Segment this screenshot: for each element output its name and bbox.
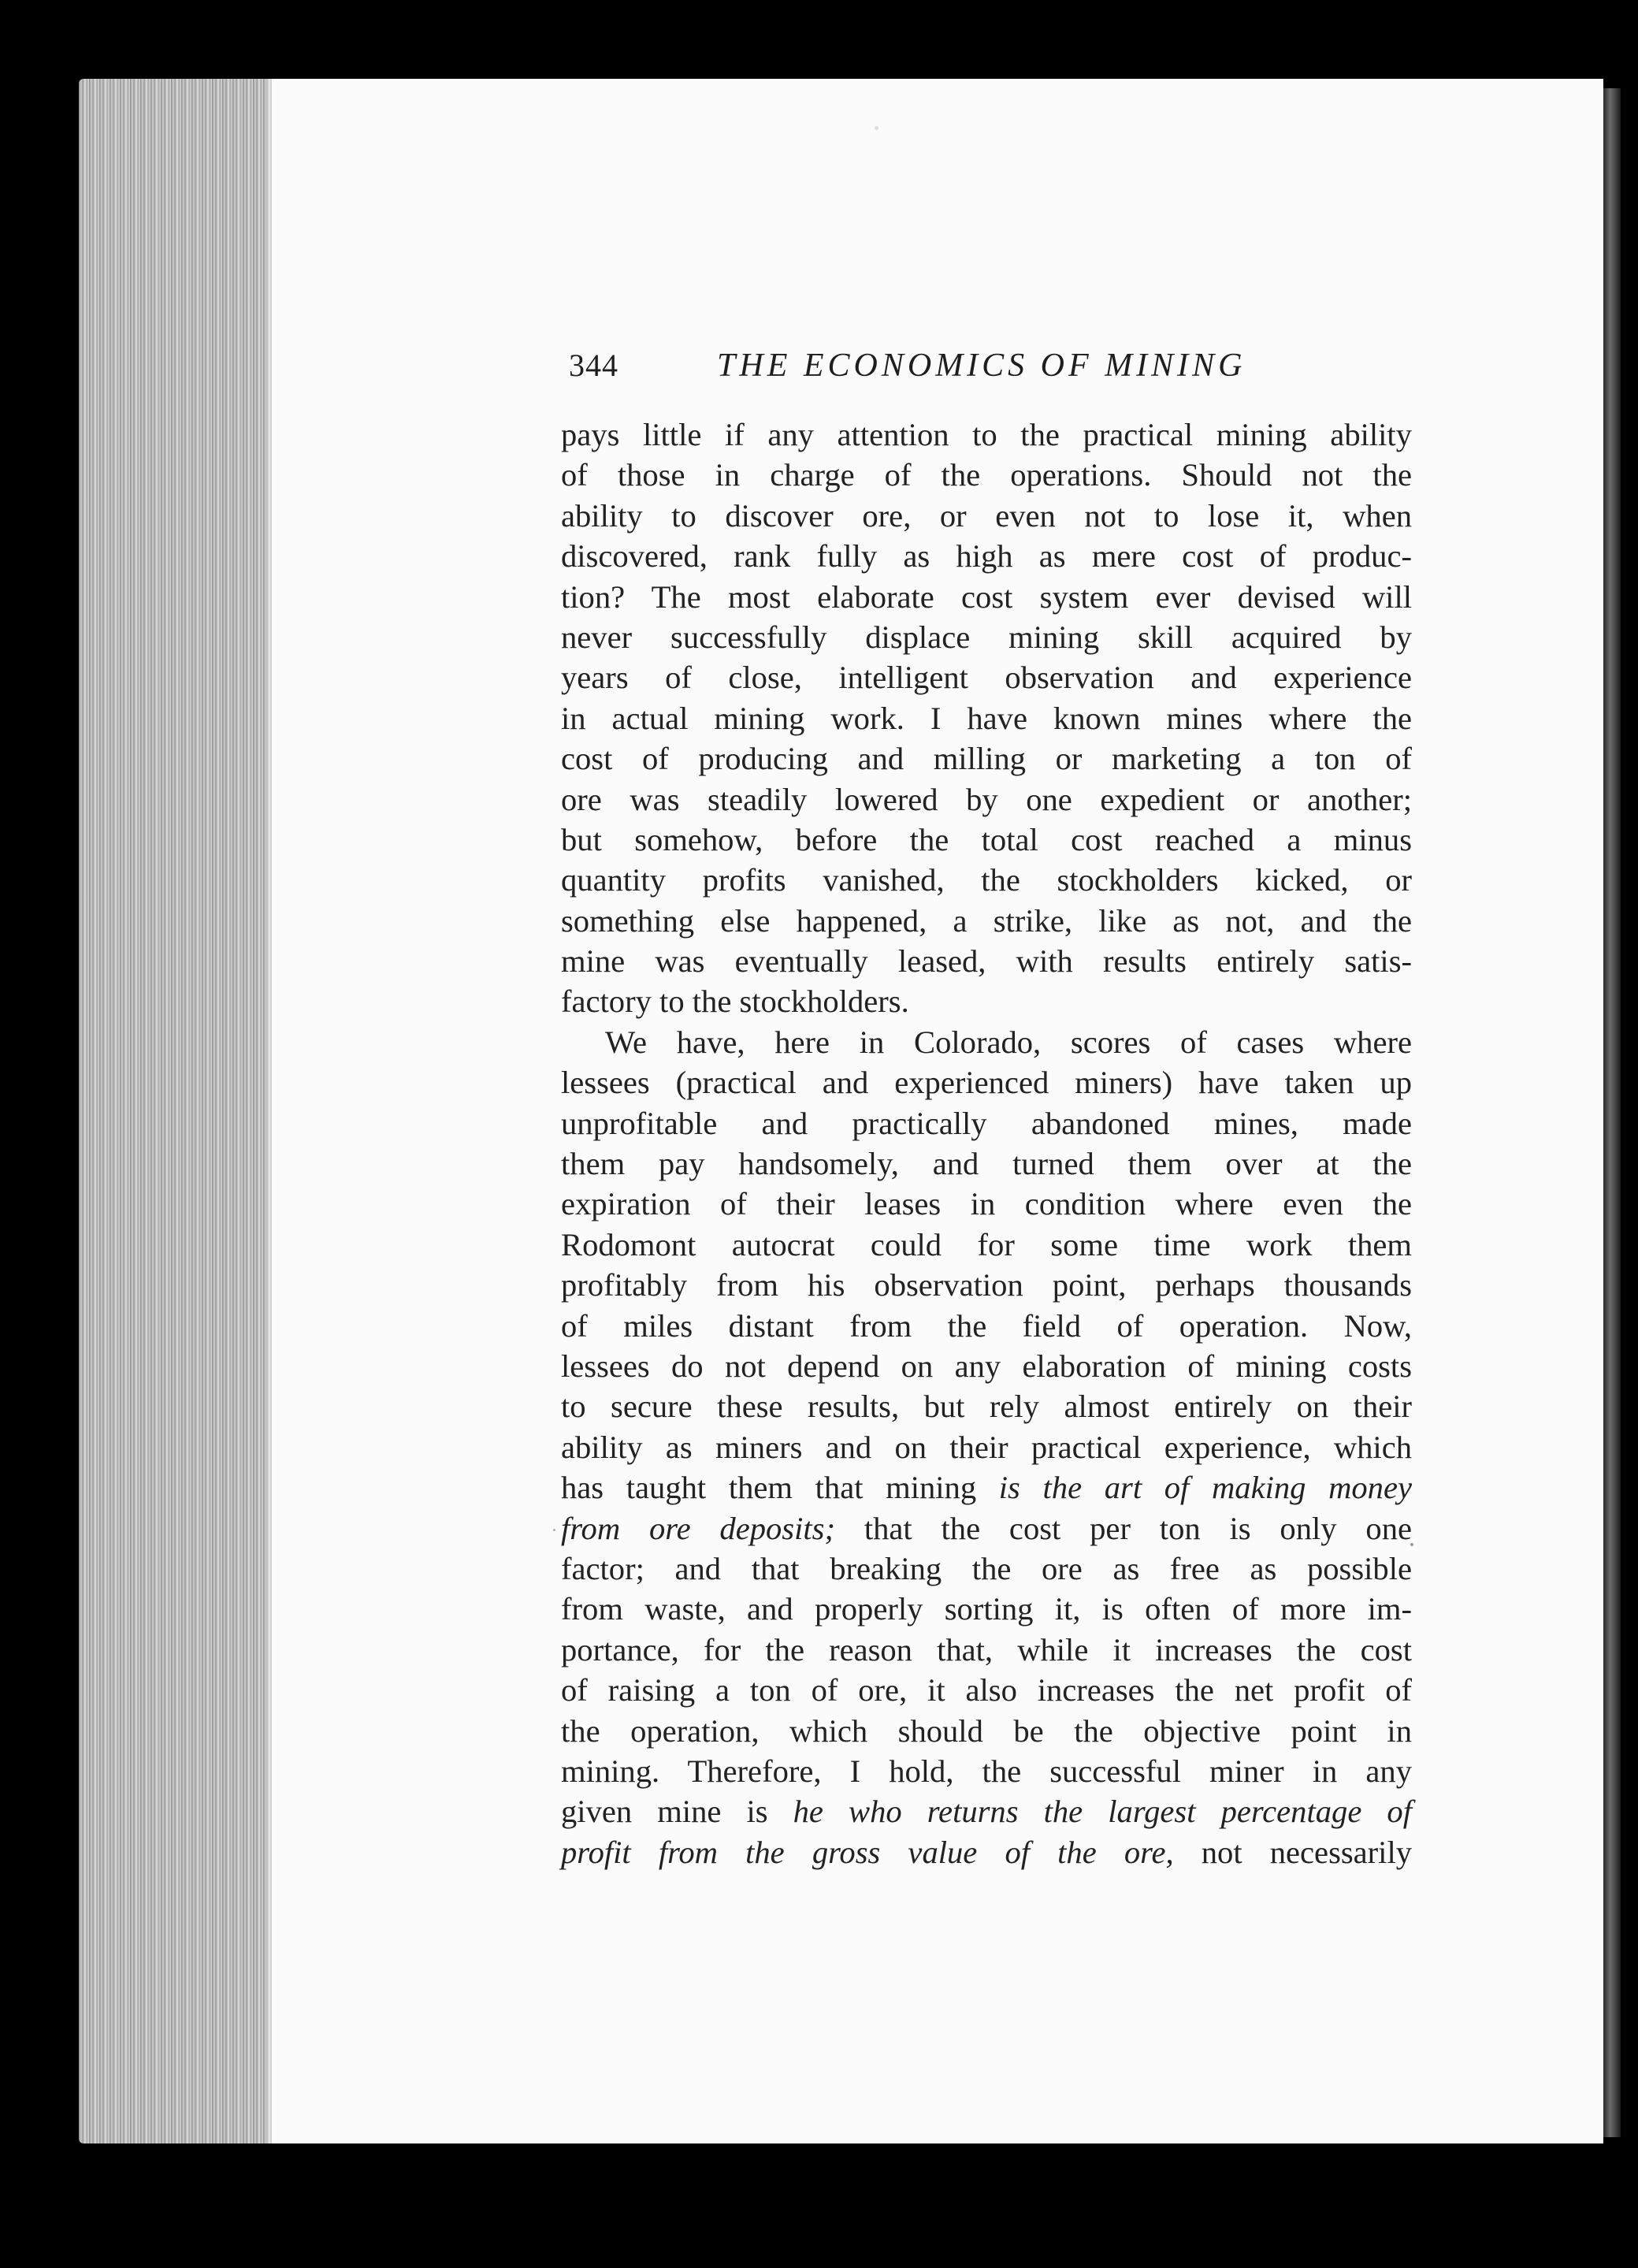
- text-run: to secure these results, but rely almost entirely on their: [561, 1389, 1412, 1425]
- scan-speck: [553, 1529, 555, 1531]
- text-run: mine was eventually leased, with results entirely satis-: [561, 943, 1412, 980]
- text-run: but somehow, before the total cost reached a minus: [561, 821, 1412, 857]
- page-number: 344: [569, 348, 618, 383]
- text-run: of those in charge of the operations. Should not the: [561, 457, 1412, 493]
- running-head: THE ECONOMICS OF MINING: [717, 348, 1246, 384]
- text-line: [561, 1508, 1412, 1549]
- italic-text: is the art of making money: [998, 1470, 1412, 1506]
- page-header: [569, 347, 1436, 394]
- text-run: years of close, intelligent observation and experience: [561, 660, 1412, 696]
- text-run: factor; and that breaking the ore as free as possible: [561, 1550, 1412, 1586]
- text-line: [561, 1711, 1412, 1751]
- text-line: [561, 577, 1412, 617]
- text-line: [561, 981, 1412, 1021]
- italic-text: from ore deposits;: [561, 1510, 835, 1546]
- text-run: lessees do not depend on any elaboration of mining costs: [561, 1348, 1412, 1384]
- text-run: them pay handsomely, and turned them over at the: [561, 1146, 1412, 1182]
- text-run: mining. Therefore, I hold, the successful miner in any: [561, 1753, 1412, 1789]
- text-run: profitably from his observation point, perhaps thousands: [561, 1267, 1412, 1303]
- text-line: [561, 1670, 1412, 1710]
- text-line: [561, 1143, 1412, 1184]
- text-run: has taught them that mining: [561, 1470, 999, 1506]
- text-line: [561, 1549, 1412, 1589]
- text-run: the operation, which should be the objective point in: [561, 1712, 1412, 1749]
- text-line: [561, 941, 1412, 981]
- text-run: given mine is: [561, 1794, 793, 1830]
- text-line: [561, 1103, 1412, 1143]
- text-run: quantity profits vanished, the stockholders kicked, or: [561, 862, 1412, 898]
- text-line: [561, 779, 1412, 820]
- text-line: [561, 1265, 1412, 1305]
- text-run: of miles distant from the field of operation. Now,: [561, 1307, 1412, 1344]
- text-line: [561, 1467, 1412, 1508]
- text-run: factory to the stockholders.: [561, 983, 909, 1020]
- scan-speck: [875, 126, 878, 130]
- text-run: portance, for the reason that, while it increases the cost: [561, 1631, 1412, 1668]
- text-run: not necessarily: [1173, 1834, 1413, 1870]
- text-run: ability as miners and on their practical experience, which: [561, 1429, 1412, 1465]
- text-run: cost of producing and milling or marketing a ton of: [561, 741, 1412, 777]
- text-line: [561, 536, 1412, 576]
- text-run: lessees (practical and experienced miners) have taken up: [561, 1065, 1412, 1101]
- text-run: discovered, rank fully as high as mere cost of produc-: [561, 538, 1412, 574]
- text-run: tion? The most elaborate cost system ever devised will: [561, 578, 1412, 615]
- text-line: [561, 1791, 1412, 1831]
- text-run: We have, here in Colorado, scores of cases where: [605, 1024, 1412, 1060]
- text-run: Rodomont autocrat could for some time work them: [561, 1226, 1412, 1262]
- body-text: [561, 415, 1412, 1872]
- text-run: pays little if any attention to the practical mining ability: [561, 417, 1412, 452]
- book-spine-edge: [1603, 88, 1621, 2137]
- text-line: [561, 820, 1412, 860]
- text-run: something else happened, a strike, like as not, and the: [561, 902, 1412, 939]
- text-run: expiration of their leases in condition where even the: [561, 1186, 1412, 1222]
- text-line: [561, 901, 1412, 941]
- text-run: that the cost per ton is only one: [834, 1510, 1412, 1546]
- text-line: [561, 698, 1412, 738]
- text-line: [561, 1346, 1412, 1386]
- text-line: [561, 1184, 1412, 1224]
- text-run: ore was steadily lowered by one expedient or another;: [561, 781, 1412, 817]
- text-line: [561, 1751, 1412, 1791]
- text-line: [561, 1225, 1412, 1265]
- text-line: [561, 415, 1412, 455]
- text-line: [561, 1062, 1412, 1102]
- text-line: [561, 1630, 1412, 1670]
- text-run: unprofitable and practically abandoned mines, made: [561, 1105, 1412, 1141]
- book-page-edges: [79, 79, 284, 2143]
- text-line: [561, 1306, 1412, 1346]
- text-run: never successfully displace mining skill acquired by: [561, 619, 1412, 655]
- text-line: [561, 860, 1412, 900]
- italic-text: profit from the gross value of the ore,: [561, 1834, 1174, 1870]
- text-line: [561, 1022, 1412, 1062]
- text-run: ability to discover ore, or even not to lose it, when: [561, 497, 1412, 534]
- text-line: [561, 617, 1412, 657]
- text-run: in actual mining work. I have known mines where the: [561, 700, 1412, 736]
- text-line: [561, 496, 1412, 536]
- text-run: from waste, and properly sorting it, is often of more im-: [561, 1591, 1412, 1627]
- text-line: [561, 657, 1412, 697]
- text-line: [561, 1427, 1412, 1467]
- text-line: [561, 1386, 1412, 1426]
- italic-text: he who returns the largest percentage of: [793, 1794, 1412, 1830]
- text-run: of raising a ton of ore, it also increases the net profit of: [561, 1672, 1412, 1708]
- text-line: [561, 738, 1412, 779]
- text-line: [561, 1832, 1412, 1872]
- text-line: [561, 455, 1412, 495]
- text-line: [561, 1589, 1412, 1629]
